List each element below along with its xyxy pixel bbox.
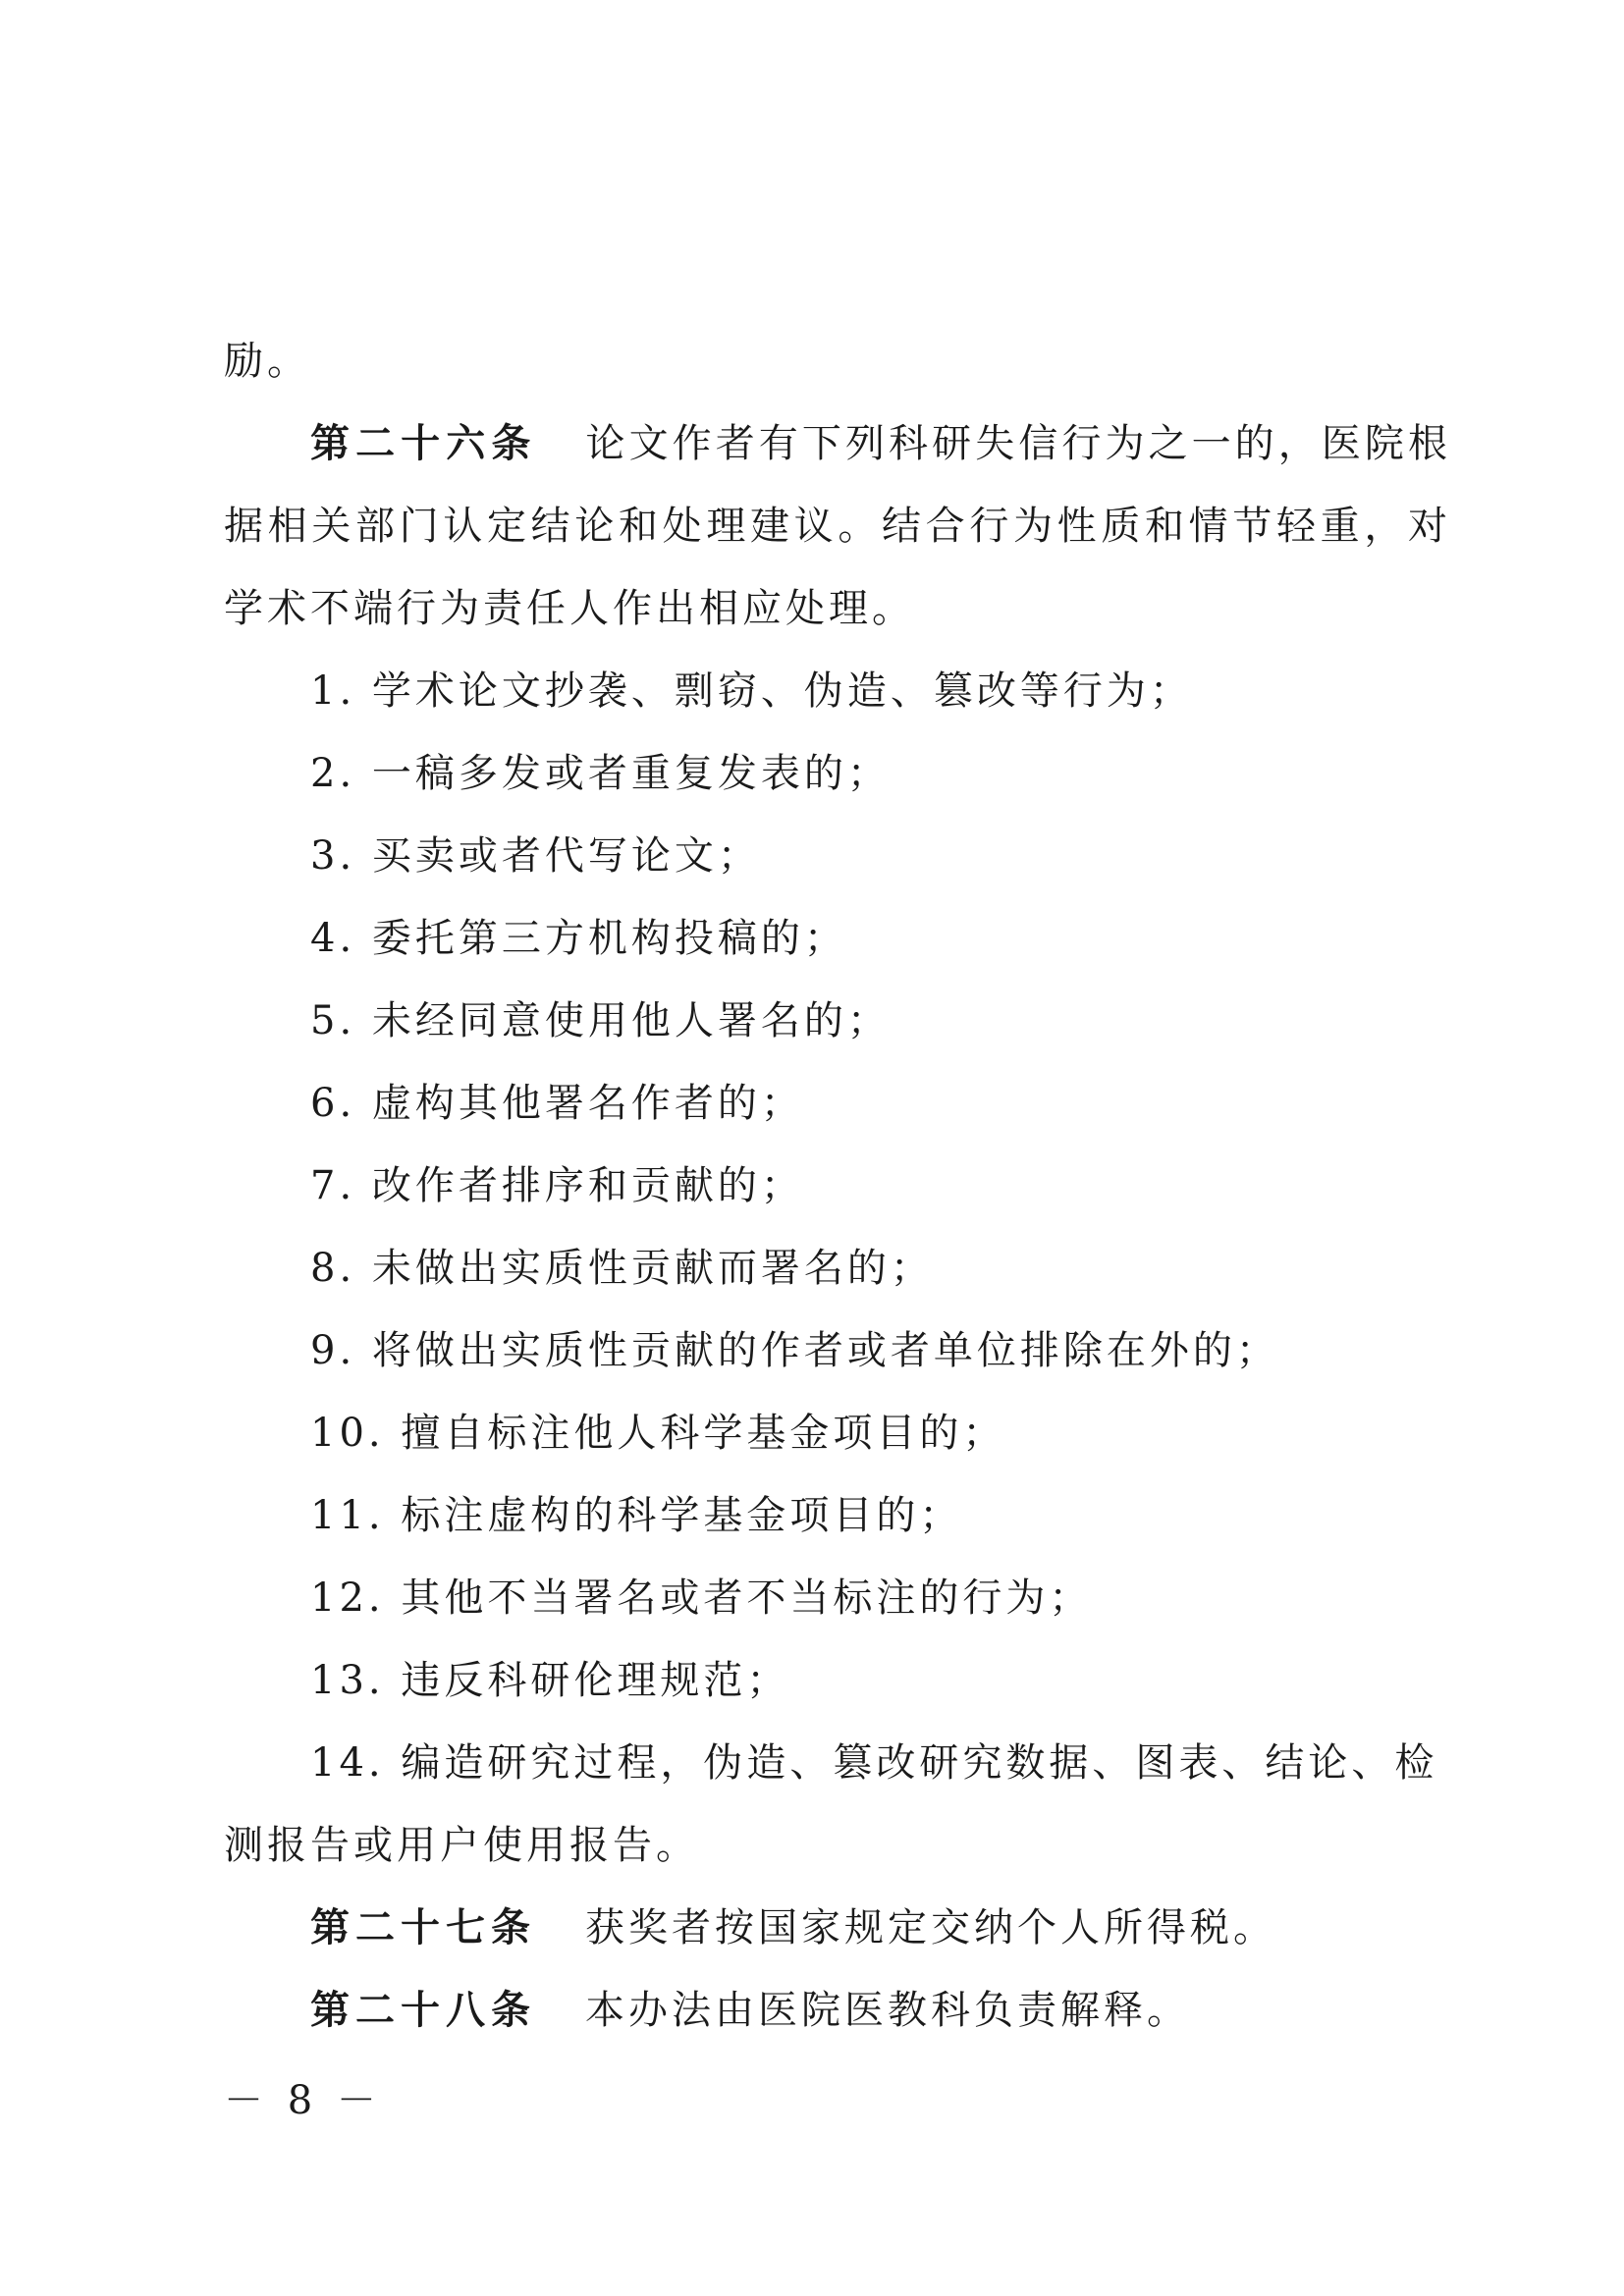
list-item: 4. 委托第三方机构投稿的； xyxy=(310,916,847,961)
article-28 xyxy=(224,1969,1451,2052)
document-body xyxy=(224,320,1451,2052)
list-item: 1. 学术论文抄袭、剽窃、伪造、篡改等行为； xyxy=(310,668,1193,714)
list-item: 5. 未经同意使用他人署名的； xyxy=(310,998,891,1043)
article-28-number: 第二十八条 xyxy=(310,1988,536,2033)
article-26-number: 第二十六条 xyxy=(310,421,537,466)
list-item: 11. 标注虚构的科学基金项目的； xyxy=(310,1493,963,1538)
article-26-text: 论文作者有下列科研失信行为之一的，医院根据相关部门认定结论和处理建议。结合行为性质和情节轻重，对学术不端行为责任人作出相应处理。 xyxy=(224,421,1452,631)
list-item: 10. 擅自标注他人科学基金项目的； xyxy=(310,1411,1006,1456)
page-number: － 8 － xyxy=(224,2078,382,2123)
list-item: 14. 编造研究过程，伪造、篡改研究数据、图表、结论、检测报告或用户使用报告。 xyxy=(224,1740,1438,1868)
list-item: 3. 买卖或者代写论文； xyxy=(310,833,761,879)
article-27-number: 第二十七条 xyxy=(310,1905,536,1950)
continuation-text: 励。 xyxy=(224,339,310,384)
list-item: 7. 改作者排序和贡献的； xyxy=(310,1163,804,1208)
list-item: 12. 其他不当署名或者不当标注的行为； xyxy=(310,1575,1093,1621)
list-item: 2. 一稿多发或者重复发表的； xyxy=(310,751,891,796)
list-item: 6. 虚构其他署名作者的； xyxy=(310,1081,804,1126)
list-item: 8. 未做出实质性贡献而署名的； xyxy=(310,1246,934,1291)
article-27-text: 获奖者按国家规定交纳个人所得税。 xyxy=(585,1905,1276,1950)
list-item: 13. 违反科研伦理规范； xyxy=(310,1658,790,1703)
article-26 xyxy=(224,402,1451,650)
article-27 xyxy=(224,1887,1451,1969)
list-item: 9. 将做出实质性贡献的作者或者单位排除在外的； xyxy=(310,1328,1279,1373)
article-28-text: 本办法由医院医教科负责解释。 xyxy=(585,1988,1190,2033)
